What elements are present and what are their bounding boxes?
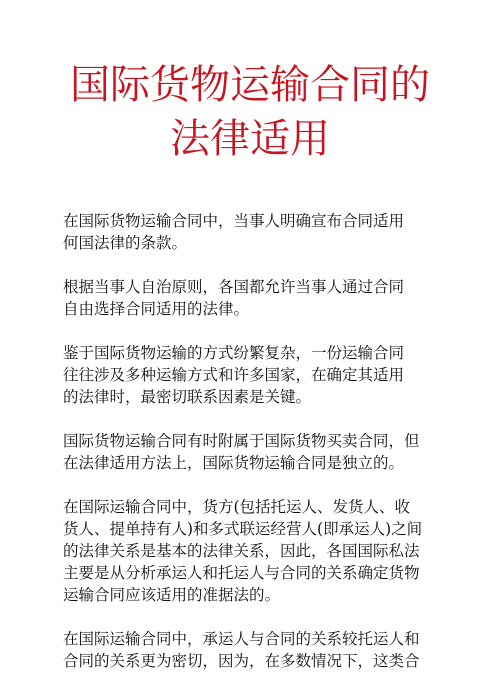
text-line: 在国际货物运输合同中，当事人明确宣布合同适用 — [63, 212, 405, 230]
text-line: 在法律适用方法上，国际货物运输合同是独立的。 — [63, 454, 405, 472]
text-line: 在国际运输合同中，承运人与合同的关系较托运人和 — [63, 630, 420, 648]
text-line: 根据当事人自治原则，各国都允许当事人通过合同 — [63, 278, 405, 296]
text-line: 何国法律的条款。 — [63, 234, 188, 252]
text-line: 运输合同应该适用的准据法的。 — [63, 586, 281, 604]
text-line: 鉴于国际货物运输的方式纷繁复杂，一份运输合同 — [63, 344, 405, 362]
text-line: 货人、提单持有人)和多式联运经营人(即承运人)之间 — [63, 520, 423, 538]
text-line: 主要是从分析承运人和托运人与合同的关系确定货物 — [63, 564, 420, 582]
paragraph-5 — [63, 496, 443, 606]
text-line: 在国际运输合同中，货方(包括托运人、发货人、收 — [63, 498, 411, 516]
title-line-1: 国际货物运输合同的 — [70, 62, 430, 108]
text-line: 国际货物运输合同有时附属于国际货物买卖合同，但 — [63, 432, 420, 450]
text-line: 往往涉及多种运输方式和许多国家，在确定其适用 — [63, 366, 405, 384]
paragraph-1 — [63, 210, 443, 254]
text-line: 的法律关系是基本的法律关系，因此，各国国际私法 — [63, 542, 420, 560]
paragraph-4 — [63, 430, 443, 474]
paragraph-2 — [63, 276, 443, 320]
document-body — [63, 210, 443, 694]
text-line: 自由选择合同适用的法律。 — [63, 300, 250, 318]
text-line: 的法律时，最密切联系因素是关键。 — [63, 388, 312, 406]
text-line: 合同的关系更为密切，因为，在多数情况下，这类合 — [63, 652, 420, 670]
paragraph-6 — [63, 628, 443, 672]
document-title — [0, 58, 500, 166]
paragraph-3 — [63, 342, 443, 408]
title-line-2: 法律适用 — [170, 116, 330, 162]
